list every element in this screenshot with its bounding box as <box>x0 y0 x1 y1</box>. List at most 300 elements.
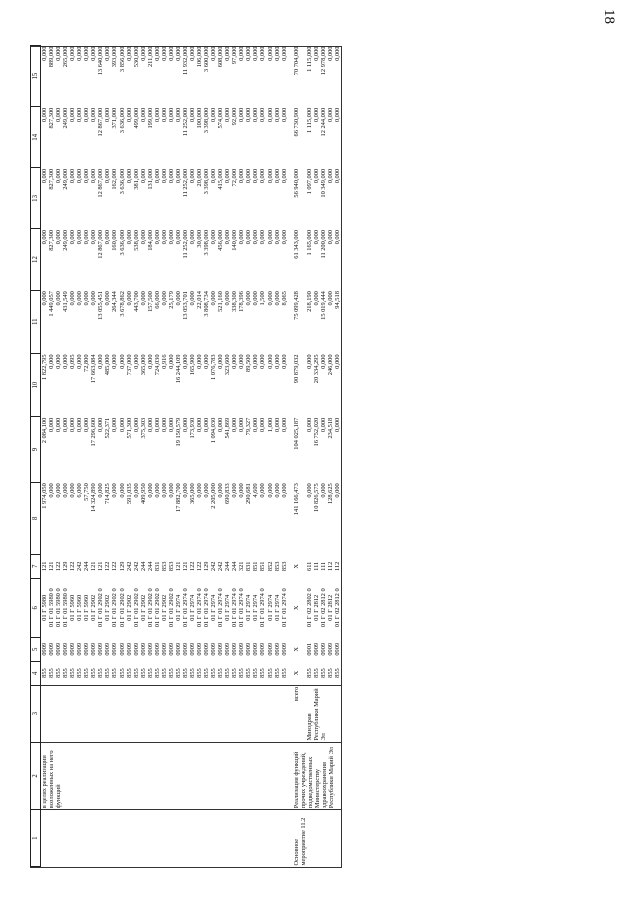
target-code-cell: 01 Г 2974 <box>224 594 232 621</box>
section-code-cell: 0909 <box>97 642 105 656</box>
amount-cell: 0,000 <box>312 107 320 123</box>
amount-cell: 0,000 <box>326 107 334 123</box>
section-code-cell: 0909 <box>132 642 140 656</box>
expense-type-cell: 242 <box>217 561 225 572</box>
block2-description: Реализация функций прочих учреждений, подведомственных Министерству здравоохранения Республики Марий Эл <box>292 747 335 809</box>
column-header-1: 1 <box>31 810 41 867</box>
amount-cell: 0,000 <box>188 229 196 245</box>
amount-cell: 0,000 <box>41 291 48 306</box>
amount-cell: 0,000 <box>69 483 77 498</box>
column-header-11: 11 <box>31 290 41 353</box>
amount-cell: 0,000 <box>90 107 98 123</box>
expense-type-cell: 851 <box>252 561 260 572</box>
amount-cell: 0,000 <box>326 46 334 61</box>
section-code-cell: 0909 <box>41 642 48 656</box>
amount-cell: 0,000 <box>224 107 232 123</box>
amount-cell: 1 115,000 <box>305 46 313 72</box>
amount-cell: 0,000 <box>167 417 175 433</box>
amount-cell: 0,000 <box>160 46 168 61</box>
amount-cell: 0,000 <box>217 483 225 498</box>
section-code-cell: 0909 <box>188 642 196 656</box>
amount-cell: 0,000 <box>259 483 267 498</box>
target-code-cell: 01 Г 2902 <box>125 594 133 621</box>
expense-type-cell: 122 <box>111 561 119 572</box>
amount-cell: 0,000 <box>333 229 341 245</box>
amount-cell: 0,000 <box>273 46 281 61</box>
amount-cell: 211,000 <box>146 46 154 68</box>
gov-code-cell: 855 <box>69 661 76 685</box>
total-amount-cell: 66 730,900 <box>292 107 300 137</box>
section-code-cell: 0909 <box>273 642 281 656</box>
amount-cell: 0,000 <box>97 354 105 369</box>
amount-cell: 0,000 <box>319 417 327 433</box>
section-code-cell: 0909 <box>118 642 126 656</box>
expense-type-cell: 852 <box>266 561 274 572</box>
amount-cell: 0,916 <box>160 354 168 369</box>
target-code-cell: 01 Г 01 2974 0 <box>203 588 211 628</box>
amount-cell: 0,000 <box>153 46 161 61</box>
section-code-cell: 0909 <box>231 642 239 656</box>
target-code-cell: 01 Г 5980 <box>41 594 48 621</box>
amount-cell: 0,000 <box>104 46 112 61</box>
expense-type-cell: 611 <box>305 561 313 571</box>
amount-cell: 0,000 <box>153 107 161 123</box>
expense-type-cell: 129 <box>118 561 126 572</box>
amount-cell: 0,000 <box>55 354 63 369</box>
amount-cell: 0,000 <box>224 46 232 61</box>
amount-cell: 0,000 <box>160 417 168 433</box>
amount-cell: 0,000 <box>259 168 267 184</box>
column-header-row <box>31 46 41 867</box>
amount-cell: 323,600 <box>224 354 232 376</box>
gov-code-cell: 855 <box>41 661 49 685</box>
amount-cell: 0,000 <box>69 168 77 184</box>
amount-cell: 178,396 <box>238 291 246 312</box>
amount-cell: 0,000 <box>333 417 341 433</box>
amount-cell: 128,625 <box>326 483 334 505</box>
column-header-10: 10 <box>31 353 41 416</box>
amount-cell: 0,000 <box>76 46 84 61</box>
amount-cell: 0,000 <box>305 483 313 498</box>
amount-cell: 0,000 <box>153 483 161 498</box>
gov-code-cell: 855 <box>175 661 182 685</box>
amount-cell: 0,000 <box>83 417 91 433</box>
expense-type-cell: 122 <box>55 561 63 572</box>
target-code-cell: 01 Г 5960 <box>83 594 91 621</box>
amount-cell: 338,300 <box>231 291 239 312</box>
amount-cell: 8,065 <box>280 291 288 306</box>
amount-cell: 0,000 <box>76 354 84 369</box>
amount-cell: 57,750 <box>83 483 91 501</box>
amount-cell: 66,000 <box>153 291 161 309</box>
amount-cell: 0,000 <box>245 229 253 245</box>
amount-cell: 0,000 <box>55 229 63 245</box>
target-code-cell: 01 Г 01 2902 0 <box>118 588 126 628</box>
amount-cell: 0,000 <box>104 229 112 245</box>
gov-code-cell: 855 <box>104 661 111 685</box>
amount-cell: 0,000 <box>97 483 105 498</box>
amount-cell: 165,900 <box>188 354 196 376</box>
amount-cell: 371,000 <box>111 107 119 129</box>
gov-code-cell: 855 <box>217 661 224 685</box>
target-code-cell: 01 Г 01 2902 0 <box>111 588 119 628</box>
amount-cell: 0,000 <box>217 354 225 369</box>
amount-cell: 3 678,862 <box>118 291 126 317</box>
column-header-9: 9 <box>31 417 41 483</box>
amount-cell: 0,000 <box>160 107 168 123</box>
amount-cell: 0,000 <box>97 417 105 433</box>
amount-cell: 13 055,451 <box>97 291 105 320</box>
amount-cell: 0,000 <box>69 107 77 123</box>
amount-cell: 22,014 <box>196 291 204 309</box>
amount-cell: 0,000 <box>167 107 175 123</box>
amount-cell: 106,000 <box>196 46 204 68</box>
amount-cell: 0,000 <box>83 291 91 306</box>
expense-type-cell: 321 <box>238 561 246 572</box>
amount-cell: 0,000 <box>333 168 341 184</box>
expense-type-cell: 112 <box>326 561 334 571</box>
amount-cell: 0,095 <box>69 354 77 369</box>
amount-cell: 415,000 <box>217 168 225 190</box>
amount-cell: 30,000 <box>196 229 204 248</box>
expense-type-cell: 111 <box>312 561 320 571</box>
amount-cell: 234,518 <box>326 417 334 439</box>
amount-cell: 100,000 <box>196 107 204 129</box>
amount-cell: 0,000 <box>312 168 320 184</box>
target-code-cell: 01 Г 2812 <box>312 594 320 621</box>
section-code-cell: 0909 <box>245 642 253 656</box>
amount-cell: 0,000 <box>252 107 260 123</box>
amount-cell: 0,000 <box>259 107 267 123</box>
amount-cell: 0,000 <box>83 229 91 245</box>
amount-cell: 92,000 <box>231 107 239 126</box>
target-code-cell: 01 Г 2974 <box>273 594 281 621</box>
amount-cell: 393,000 <box>111 46 119 68</box>
section-code-cell: 0909 <box>62 642 70 656</box>
amount-cell: 12 867,000 <box>97 107 105 137</box>
expense-type-cell: 242 <box>125 561 133 572</box>
column-header-15: 15 <box>31 46 41 107</box>
amount-cell: 184,000 <box>146 229 154 251</box>
amount-cell: 0,000 <box>312 229 320 245</box>
amount-cell: 0,000 <box>266 46 274 61</box>
expense-type-cell: 244 <box>224 561 232 572</box>
target-code-cell: 01 Г 01 2902 0 <box>97 588 105 628</box>
table-row <box>41 46 49 867</box>
amount-cell: 0,000 <box>238 168 246 184</box>
amount-cell: 0,000 <box>111 354 119 369</box>
expense-type-cell: 831 <box>153 561 161 572</box>
amount-cell: 0,000 <box>69 229 77 245</box>
amount-cell: 0,000 <box>280 483 288 498</box>
amount-cell: 0,000 <box>280 229 288 245</box>
expense-type-cell: 112 <box>333 561 341 571</box>
amount-cell: 0,000 <box>48 417 56 433</box>
expense-type-cell: 853 <box>160 561 168 572</box>
amount-cell: 0,000 <box>266 483 274 498</box>
amount-cell: 290,681 <box>245 483 253 505</box>
target-code-cell: 01 Г 01 2974 0 <box>181 588 189 628</box>
target-code-cell: 01 Г 2902 <box>139 594 147 621</box>
amount-cell: 0,000 <box>203 354 211 369</box>
section-code-cell: 0909 <box>160 642 168 656</box>
amount-cell: 0,000 <box>55 168 63 184</box>
section-code-cell: 0909 <box>83 642 91 656</box>
gov-code-cell: 855 <box>76 661 83 685</box>
amount-cell: 0,000 <box>326 168 334 184</box>
amount-cell: 431,549 <box>62 291 70 312</box>
amount-cell: 218,190 <box>305 291 313 312</box>
gov-code-cell: 855 <box>245 661 252 685</box>
amount-cell: 0,000 <box>90 168 98 184</box>
org-label: Минздрав Республики Марий Эл <box>306 685 341 742</box>
amount-cell: 160,000 <box>111 229 119 251</box>
amount-cell: 591,035 <box>125 483 133 505</box>
amount-cell: 0,000 <box>83 107 91 123</box>
expense-type-cell: 129 <box>62 561 70 572</box>
amount-cell: 0,000 <box>174 291 182 306</box>
section-code-cell: 0909 <box>167 642 175 656</box>
amount-cell: 0,000 <box>238 483 246 498</box>
amount-cell: 0,000 <box>139 46 147 61</box>
amount-cell: 15 019,444 <box>319 291 327 320</box>
amount-cell: 0,000 <box>238 354 246 369</box>
target-code-cell: 01 Г 02 2812 0 <box>319 588 327 628</box>
amount-cell: 3 398,000 <box>203 168 211 195</box>
amount-cell: 1 449,057 <box>48 291 56 317</box>
amount-cell: 3 636,000 <box>118 229 126 256</box>
amount-cell: 0,000 <box>139 291 147 306</box>
expense-type-cell: 242 <box>132 561 140 572</box>
gov-code-cell: 855 <box>320 661 327 685</box>
section-code-cell: 0909 <box>48 642 56 656</box>
section-code-cell: 0909 <box>326 642 334 656</box>
expense-type-cell: 244 <box>83 561 91 572</box>
amount-cell: 0,000 <box>238 229 246 245</box>
amount-cell: 16 752,020 <box>312 417 320 447</box>
target-code-cell: 01 Г 2812 <box>326 594 334 621</box>
amount-cell: 97,000 <box>231 46 239 65</box>
amount-cell: 17 663,084 <box>90 354 98 384</box>
amount-cell: 2 084,100 <box>41 417 48 444</box>
gov-code-cell: 855 <box>111 661 118 685</box>
amount-cell: 827,300 <box>48 107 56 129</box>
amount-cell: 0,000 <box>153 168 161 184</box>
amount-cell: 0,000 <box>104 168 112 184</box>
amount-cell: 0,000 <box>181 354 189 369</box>
amount-cell: 0,000 <box>326 229 334 245</box>
gov-code-cell: 855 <box>126 661 133 685</box>
amount-cell: 1 076,783 <box>210 354 218 380</box>
x-cell: X <box>292 605 300 611</box>
amount-cell: 249,000 <box>62 107 70 129</box>
amount-cell: 3 636,000 <box>118 168 126 195</box>
amount-cell: 0,000 <box>132 483 140 498</box>
amount-cell: 0,000 <box>252 291 260 306</box>
amount-cell: 0,000 <box>238 46 246 61</box>
amount-cell: 0,000 <box>333 107 341 123</box>
amount-cell: 0,000 <box>125 107 133 123</box>
amount-cell: 0,000 <box>167 229 175 245</box>
amount-cell: 20 334,295 <box>312 354 320 384</box>
amount-cell: 0,000 <box>252 46 260 61</box>
amount-cell: 199,000 <box>146 107 154 129</box>
column-header-6: 6 <box>31 578 41 637</box>
amount-cell: 0,000 <box>312 46 320 61</box>
amount-cell: 3 636,000 <box>118 107 126 134</box>
amount-cell: 0,000 <box>266 107 274 123</box>
section-code-cell: 0909 <box>252 642 260 656</box>
gov-code-cell: 855 <box>259 661 266 685</box>
amount-cell: 0,000 <box>238 107 246 123</box>
amount-cell: 17 296,600 <box>90 417 98 447</box>
amount-cell: 375,303 <box>139 417 147 439</box>
org-label-total: всего <box>293 685 306 742</box>
amount-cell: 0,000 <box>139 168 147 184</box>
amount-cell: 0,000 <box>245 46 253 61</box>
gov-code-cell: 855 <box>83 661 90 685</box>
expense-type-cell: 244 <box>139 561 147 572</box>
gov-code-cell: 855 <box>182 661 189 685</box>
total-row <box>293 46 306 867</box>
section-code-cell: 0909 <box>259 642 267 656</box>
amount-cell: 0,000 <box>118 417 126 433</box>
section-code-cell: 0909 <box>312 642 320 656</box>
amount-cell: 0,000 <box>76 168 84 184</box>
target-code-cell: 01 Г 2974 <box>210 594 218 621</box>
amount-cell: 0,000 <box>245 107 253 123</box>
total-amount-cell: 141 166,473 <box>292 483 300 516</box>
amount-cell: 0,000 <box>167 46 175 61</box>
section-code-cell: 0909 <box>69 642 77 656</box>
amount-cell: 0,000 <box>245 168 253 184</box>
amount-cell: 0,000 <box>333 354 341 369</box>
target-code-cell: 01 Г 2902 <box>104 594 112 621</box>
expense-type-cell: 121 <box>41 561 48 572</box>
expense-type-cell: 853 <box>273 561 281 572</box>
amount-cell: 0,000 <box>83 168 91 184</box>
amount-cell: 3 600,000 <box>203 46 211 73</box>
amount-cell: 157,500 <box>146 291 154 312</box>
amount-cell: 0,000 <box>90 46 98 61</box>
amount-cell: 0,000 <box>231 483 239 498</box>
expense-type-cell: 122 <box>196 561 204 572</box>
amount-cell: 0,000 <box>111 417 119 433</box>
section-code-cell: 0909 <box>280 642 288 656</box>
expense-type-cell: 853 <box>280 561 288 572</box>
amount-cell: 0,000 <box>259 46 267 61</box>
section-code-cell: 0909 <box>333 642 341 656</box>
expense-type-cell: 853 <box>167 561 175 572</box>
expense-type-cell: 121 <box>48 561 56 572</box>
expense-type-cell: 851 <box>259 561 267 572</box>
gov-code-cell: 855 <box>274 661 281 685</box>
amount-cell: 0,000 <box>319 483 327 498</box>
gov-code-cell: 855 <box>90 661 97 685</box>
amount-cell: 265,000 <box>62 46 70 68</box>
target-code-cell: 01 Г 01 2974 0 <box>196 588 204 628</box>
amount-cell: 249,000 <box>62 168 70 190</box>
total-amount-cell: 56 940,000 <box>292 168 300 198</box>
target-code-cell: 01 Г 01 2974 0 <box>231 588 239 628</box>
amount-cell: 89,500 <box>245 354 253 372</box>
gov-code-cell: 855 <box>119 661 126 685</box>
amount-cell: 0,000 <box>125 229 133 245</box>
amount-cell: 0,000 <box>125 168 133 184</box>
amount-cell: 0,000 <box>245 291 253 306</box>
amount-cell: 0,000 <box>111 483 119 498</box>
total-amount-cell: 61 343,000 <box>292 229 300 259</box>
amount-cell: 0,000 <box>132 417 140 433</box>
page-number: 18 <box>601 9 617 24</box>
section-code-cell: 0909 <box>174 642 182 656</box>
amount-cell: 0,000 <box>280 417 288 433</box>
budget-table-wrap <box>30 46 342 868</box>
section-code-cell: 0909 <box>266 642 274 656</box>
amount-cell: 0,000 <box>196 417 204 433</box>
section-code-cell: 0909 <box>139 642 147 656</box>
amount-cell: 0,000 <box>160 168 168 184</box>
amount-cell: 0,000 <box>217 417 225 433</box>
section-code-cell: 0909 <box>210 642 218 656</box>
amount-cell: 0,000 <box>224 229 232 245</box>
expense-type-cell: 831 <box>245 561 253 572</box>
target-code-cell: 01 Г 02 2812 0 <box>333 588 341 628</box>
amount-cell: 0,000 <box>266 354 274 369</box>
amount-cell: 0,000 <box>174 46 182 61</box>
total-amount-cell: 90 879,032 <box>292 354 300 384</box>
target-code-cell: 01 Г 2974 <box>188 594 196 621</box>
target-code-cell: 01 Г 2974 <box>174 594 182 621</box>
amount-cell: 1 115,000 <box>305 107 313 134</box>
amount-cell: 541,869 <box>224 417 232 439</box>
amount-cell: 0,000 <box>104 107 112 123</box>
amount-cell: 0,000 <box>62 417 70 433</box>
amount-cell: 0,000 <box>132 354 140 369</box>
expense-type-cell: 122 <box>188 561 196 572</box>
amount-cell: 0,000 <box>55 46 63 61</box>
amount-cell: 0,000 <box>319 354 327 369</box>
amount-cell: 538,000 <box>132 229 140 251</box>
amount-cell: 365,000 <box>188 483 196 505</box>
amount-cell: 0,000 <box>280 168 288 184</box>
gov-code-cell: 855 <box>210 661 217 685</box>
target-code-cell: 01 Г 01 2974 0 <box>280 588 288 628</box>
amount-cell: 0,000 <box>160 291 168 306</box>
amount-cell: 11 200,000 <box>319 229 327 259</box>
amount-cell: 0,000 <box>146 483 154 498</box>
amount-cell: 365,000 <box>139 354 147 376</box>
amount-cell: 0,000 <box>174 168 182 184</box>
amount-cell: 3 398,000 <box>203 229 211 256</box>
amount-cell: 0,000 <box>259 229 267 245</box>
target-code-cell: 01 Г 2902 <box>90 594 98 621</box>
amount-cell: 0,000 <box>210 107 218 123</box>
target-code-cell: 01 Г 2902 <box>160 594 168 621</box>
column-header-12: 12 <box>31 229 41 290</box>
amount-cell: 0,000 <box>160 229 168 245</box>
amount-cell: 0,000 <box>210 291 218 306</box>
amount-cell: 0,000 <box>210 46 218 61</box>
gov-code-cell: 855 <box>168 661 175 685</box>
amount-cell: 0,000 <box>181 483 189 498</box>
section-code-cell: 0909 <box>111 642 119 656</box>
amount-cell: 4,609 <box>252 483 260 498</box>
amount-cell: 72,000 <box>231 168 239 187</box>
amount-cell: 0,000 <box>48 483 56 498</box>
column-header-3: 3 <box>31 685 41 742</box>
amount-cell: 94,518 <box>333 291 341 309</box>
